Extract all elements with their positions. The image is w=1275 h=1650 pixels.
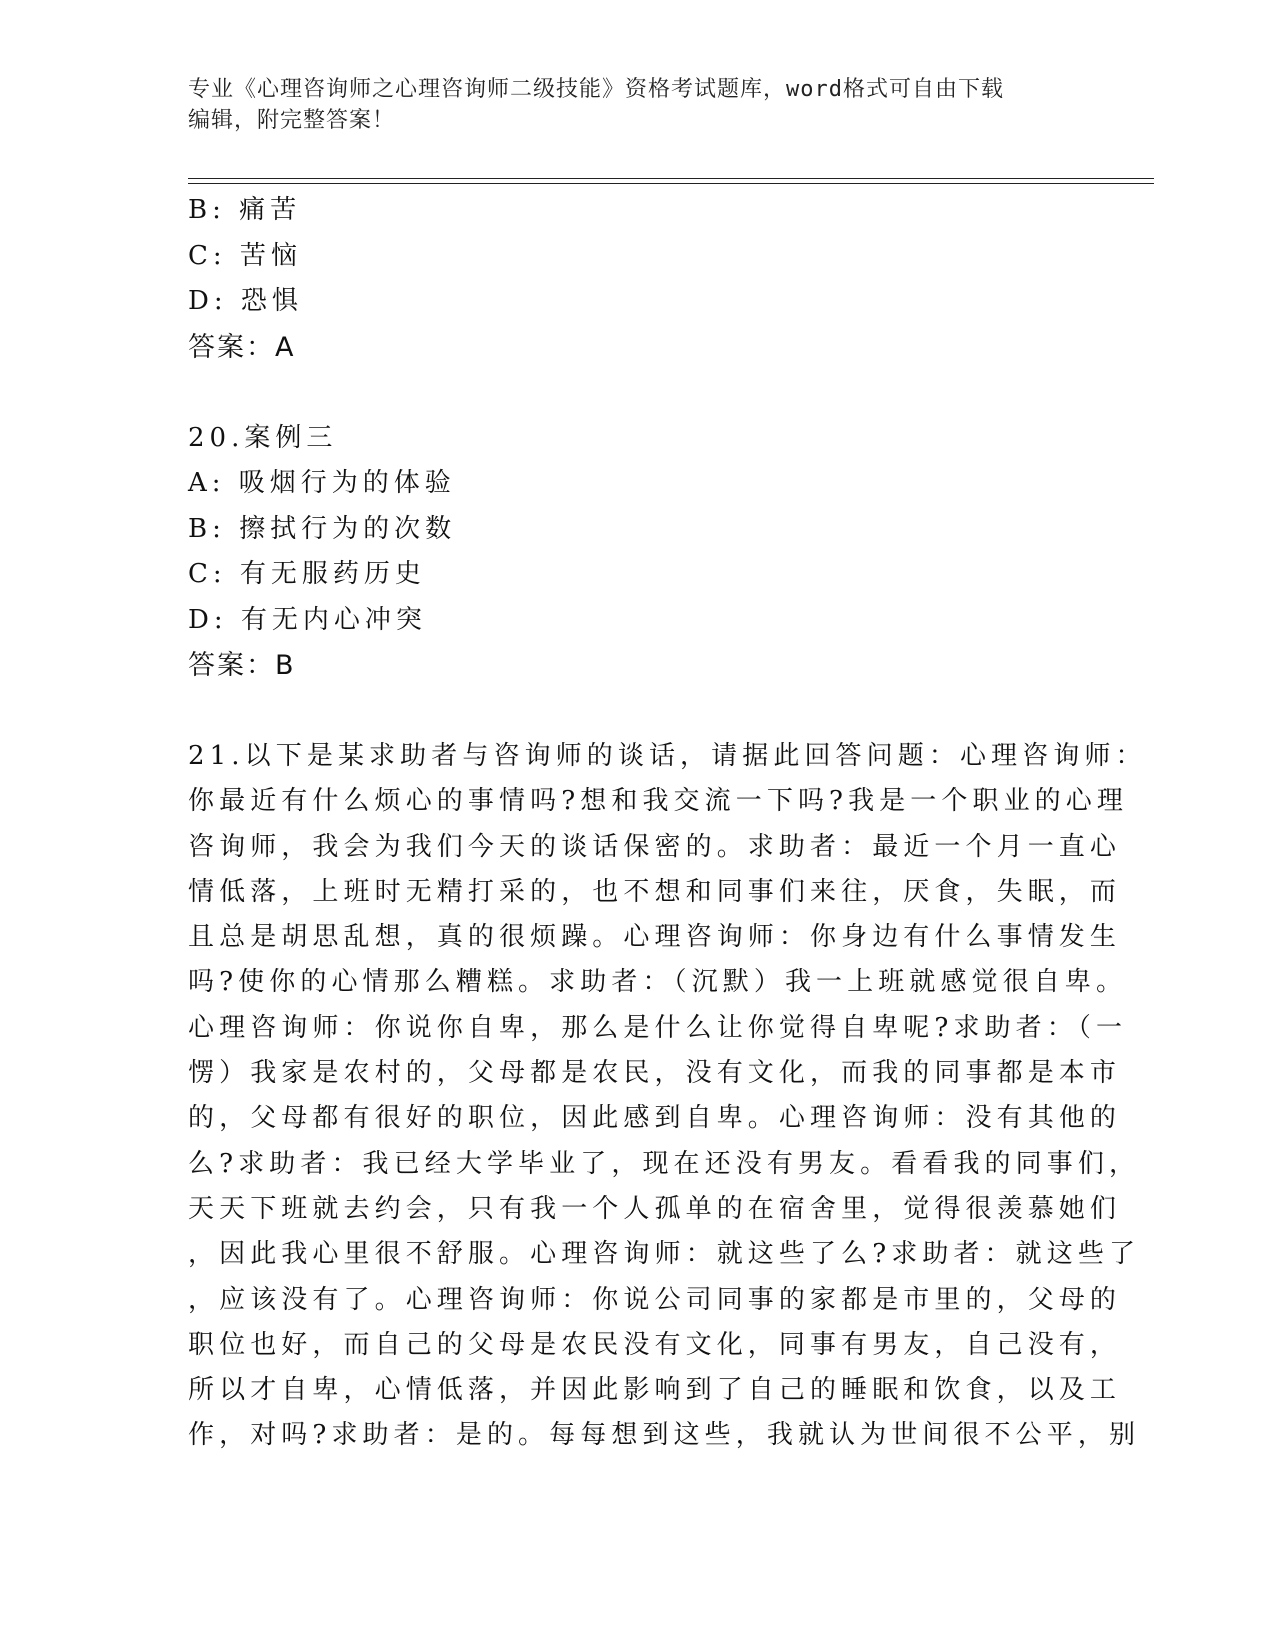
paragraph-line: 么?求助者：我已经大学毕业了，现在还没有男友。看看我的同事们，: [188, 1148, 1141, 1179]
spacer: [188, 370, 1088, 416]
paragraph-line: 21.以下是某求助者与咨询师的谈话，请据此回答问题：心理咨询师：: [188, 741, 1147, 771]
spacer: [188, 689, 1088, 735]
option-d: D: 恐惧: [188, 286, 303, 316]
option-c: C: 苦恼: [188, 240, 302, 271]
paragraph-line: 的，父母都有很好的职位，因此感到自卑。心理咨询师：没有其他的: [188, 1103, 1122, 1134]
paragraph-line: 所以才自卑，心情低落，并因此影响到了自己的睡眠和饮食，以及工: [188, 1375, 1122, 1406]
paragraph-line: 且总是胡思乱想，真的很烦躁。心理咨询师：你身边有什么事情发生: [188, 922, 1122, 953]
answer-text: 答案：B: [188, 650, 296, 681]
question-21: [188, 734, 1147, 1459]
paragraph-line: 心理咨询师：你说你自卑，那么是什么让你觉得自卑呢?求助者：（一: [188, 1012, 1128, 1043]
paragraph-line: 你最近有什么烦心的事情吗?想和我交流一下吗?我是一个职业的心理: [188, 786, 1128, 817]
option-b: B: 擦拭行为的次数: [188, 513, 457, 544]
paragraph-line: ，因此我心里很不舒服。心理咨询师：就这些了么?求助者：就这些了: [188, 1239, 1141, 1270]
document-header: [188, 74, 1088, 136]
header-line-2: 编辑，附完整答案！: [188, 108, 396, 133]
paragraph-line: 愣）我家是农村的，父母都是农民，没有文化，而我的同事都是本市: [188, 1058, 1122, 1089]
answer-text: 答案：A: [188, 331, 296, 363]
paragraph-line: 天天下班就去约会，只有我一个人孤单的在宿舍里，觉得很羡慕她们: [188, 1193, 1122, 1224]
question-19-continued: [188, 188, 1088, 370]
paragraph-line: 作，对吗?求助者：是的。每每想到这些，我就认为世间很不公平，别: [188, 1420, 1141, 1451]
option-b: B: 痛苦: [188, 195, 302, 225]
option-a: A: 吸烟行为的体验: [188, 468, 456, 498]
question-title: 20.案例三: [188, 422, 338, 453]
option-d: D: 有无内心冲突: [188, 604, 427, 635]
paragraph-line: 情低落，上班时无精打采的，也不想和同事们来往，厌食，失眠，而: [188, 876, 1122, 907]
header-line-1: 专业《心理咨询师之心理咨询师二级技能》资格考试题库，word格式可自由下载: [188, 77, 1004, 102]
question-20: [188, 416, 1088, 689]
paragraph-line: 职位也好，而自己的父母是农民没有文化，同事有男友，自己没有，: [188, 1329, 1122, 1360]
paragraph-line: ，应该没有了。心理咨询师：你说公司同事的家都是市里的，父母的: [188, 1284, 1122, 1315]
document-body: [188, 188, 1147, 1459]
header-divider: [188, 178, 1154, 184]
paragraph-line: 吗?使你的心情那么糟糕。求助者：（沉默）我一上班就感觉很自卑。: [188, 967, 1128, 998]
paragraph-line: 咨询师，我会为我们今天的谈话保密的。求助者：最近一个月一直心: [188, 831, 1122, 862]
option-c: C: 有无服药历史: [188, 559, 426, 589]
